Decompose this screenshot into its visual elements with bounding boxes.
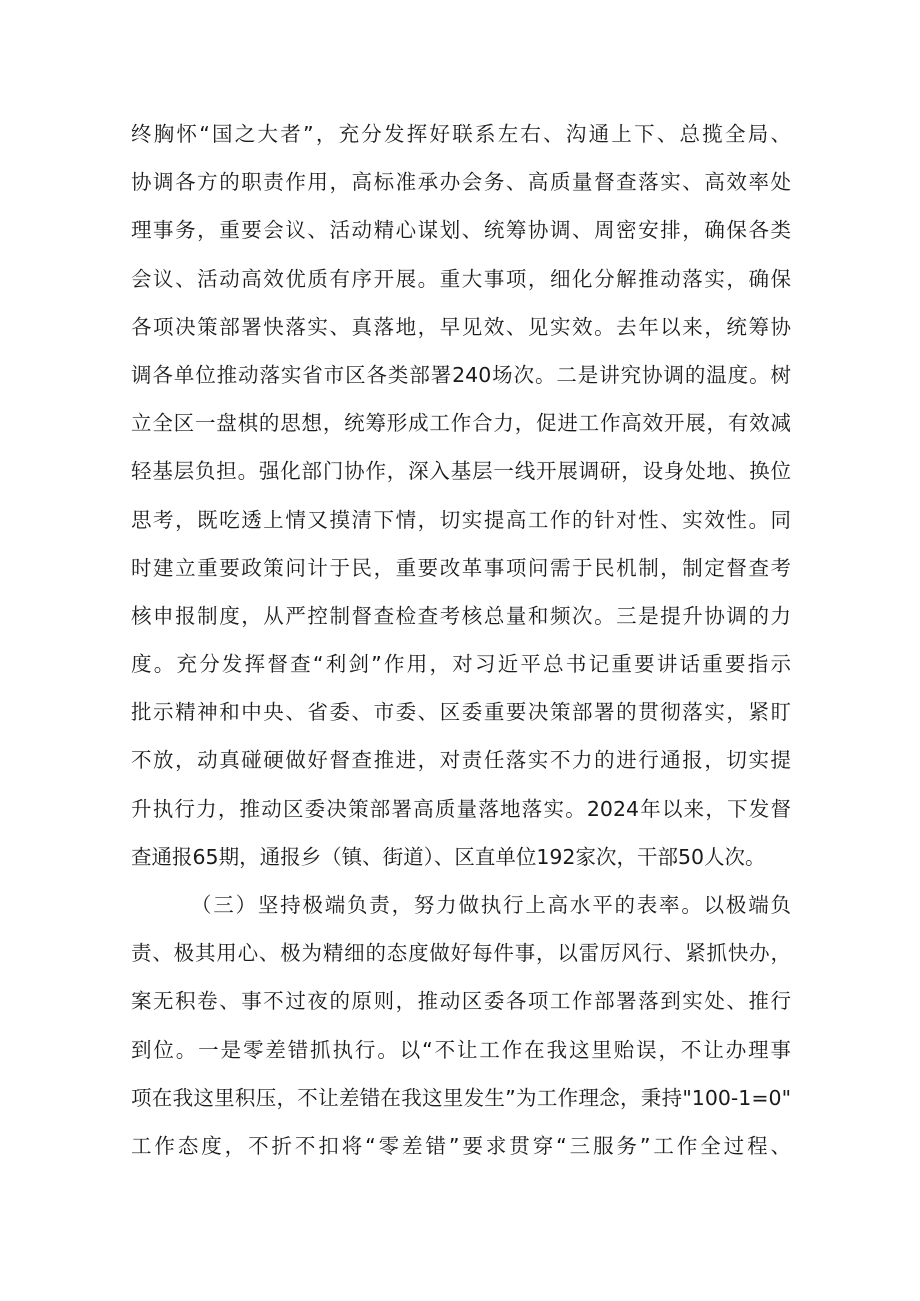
text-line-22: 工作态度，不折不扣将“零差错”要求贯穿“三服务”工作全过程、 [131, 1133, 791, 1158]
text-line-5: 各项决策部署快落实、真落地，早见效、见实效。去年以来，统筹协 [131, 314, 791, 339]
section-heading-line: （三）坚持极端负责，努力做执行上高水平的表率。以极端负 [191, 893, 791, 917]
body-text [131, 110, 791, 1170]
text-line-19: 案无积卷、事不过夜的原则，推动区委各项工作部署落到实处、推行 [131, 989, 791, 1014]
text-line-14: 不放，动真碰硬做好督查推进，对责任落实不力的进行通报，切实提 [131, 748, 791, 773]
text-line-8: 轻基层负担。强化部门协作，深入基层一线开展调研，设身处地、换位 [131, 459, 791, 484]
text-line-15: 升执行力，推动区委决策部署高质量落地落实。2024年以来，下发督 [131, 796, 791, 821]
text-line-20: 到位。一是零差错抓执行。以“不让工作在我这里贻误，不让办理事 [131, 1037, 791, 1062]
text-line-12: 度。充分发挥督查“利剑”作用，对习近平总书记重要讲话重要指示 [131, 652, 791, 677]
text-line-13: 批示精神和中央、省委、市委、区委重要决策部署的贯彻落实，紧盯 [131, 700, 791, 725]
text-line-11: 核申报制度，从严控制督查检查考核总量和频次。三是提升协调的力 [131, 603, 791, 628]
text-line-7: 立全区一盘棋的思想，统筹形成工作合力，促进工作高效开展，有效减 [131, 411, 791, 436]
text-line-18: 责、极其用心、极为精细的态度做好每件事，以雷厉风行、紧抓快办， [131, 941, 791, 966]
text-line-4: 会议、活动高效优质有序开展。重大事项，细化分解推动落实，确保 [131, 266, 791, 291]
text-line-3: 理事务，重要会议、活动精心谋划、统筹协调、周密安排，确保各类 [131, 218, 791, 243]
text-line-21: 项在我这里积压，不让差错在我这里发生”为工作理念，秉持"100-1=0" [131, 1085, 791, 1110]
text-line-6: 调各单位推动落实省市区各类部署240场次。二是讲究协调的温度。树 [131, 362, 791, 387]
text-line-9: 思考，既吃透上情又摸清下情，切实提高工作的针对性、实效性。同 [131, 507, 791, 532]
text-line-10: 时建立重要政策问计于民，重要改革事项问需于民机制，制定督查考 [131, 555, 791, 580]
text-line-16: 查通报65期，通报乡（镇、街道）、区直单位192家次，干部50人次。 [131, 844, 766, 869]
text-line-1: 终胸怀“国之大者”，充分发挥好联系左右、沟通上下、总揽全局、 [131, 122, 791, 146]
text-line-2: 协调各方的职责作用，高标准承办会务、高质量督查落实、高效率处 [131, 170, 791, 195]
